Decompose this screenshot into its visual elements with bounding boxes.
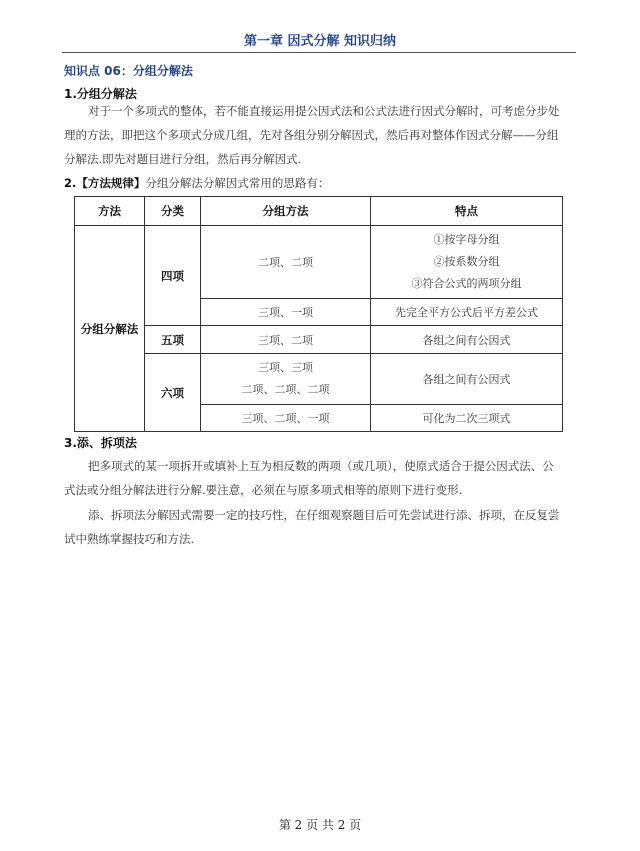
- table-row: [75, 326, 563, 354]
- category-four-items: 四项: [145, 226, 201, 326]
- section-3-para-1-line-2: 式法或分组分解法进行分解.要注意，必须在与原多项式相等的原则下进行变形.: [64, 483, 463, 497]
- knowledge-point-title: 知识点 06：分组分解法: [64, 64, 193, 78]
- header-category: 分类: [145, 197, 201, 226]
- section-3-para-2-line-2: 试中熟练掌握技巧和方法.: [64, 532, 195, 546]
- table-row: [75, 226, 563, 299]
- feature-line: ②按系数分组: [433, 255, 500, 268]
- features-cell: [371, 226, 563, 299]
- section-2-text: 分组分解法分解因式常用的思路有：: [145, 176, 330, 190]
- page-footer: 第 2 页 共 2 页: [278, 818, 362, 832]
- table-row: [75, 354, 563, 405]
- feature-line: ③符合公式的两项分组: [411, 277, 522, 290]
- section-1-line-3: 分解法.即先对题目进行分组，然后再分解因式.: [64, 152, 302, 166]
- category-five-items: 五项: [145, 326, 201, 354]
- features-cell: 先完全平方公式后平方差公式: [371, 299, 563, 326]
- feature-line: ①按字母分组: [433, 233, 500, 246]
- grouping-cell: 三项、二项: [201, 326, 371, 354]
- section-1-line-1: 对于一个多项式的整体，若不能直接运用提公因式法和公式法进行因式分解时，可考虑分步处: [88, 104, 560, 118]
- header-method: 方法: [75, 197, 145, 226]
- section-1-title: 1.分组分解法: [64, 87, 137, 101]
- grouping-cell: [201, 354, 371, 405]
- header-divider: [62, 52, 576, 53]
- page-header-title: 第一章 因式分解 知识归纳: [243, 34, 397, 49]
- category-six-items: 六项: [145, 354, 201, 432]
- features-cell: 可化为二次三项式: [371, 405, 563, 432]
- features-cell: 各组之间有公因式: [371, 354, 563, 405]
- section-3-para-2-line-1: 添、拆项法分解因式需要一定的技巧性，在仔细观察题目后可先尝试进行添、拆项，在反复尝: [88, 508, 560, 522]
- section-2-heading: [64, 175, 329, 191]
- grouping-cell: 二项、二项: [201, 226, 371, 299]
- header-grouping: 分组方法: [201, 197, 371, 226]
- grouping-line: 二项、二项、二项: [241, 383, 330, 396]
- grouping-cell: 三项、二项、一项: [201, 405, 371, 432]
- method-cell: 分组分解法: [75, 226, 145, 432]
- header-features: 特点: [371, 197, 563, 226]
- section-1-line-2: 理的方法，即把这个多项式分成几组，先对各组分别分解因式，然后再对整体作因式分解——分组: [64, 128, 559, 142]
- grouping-line: 三项、三项: [258, 361, 313, 374]
- grouping-cell: 三项、一项: [201, 299, 371, 326]
- methods-table: [74, 196, 563, 432]
- section-3-para-1-line-1: 把多项式的某一项拆开或填补上互为相反数的两项（或几项），使原式适合于提公因式法、公: [88, 459, 554, 473]
- table-header-row: [75, 197, 563, 226]
- section-2-label: 2.【方法规律】: [64, 176, 146, 190]
- features-cell: 各组之间有公因式: [371, 326, 563, 354]
- section-3-title: 3.添、拆项法: [64, 436, 137, 450]
